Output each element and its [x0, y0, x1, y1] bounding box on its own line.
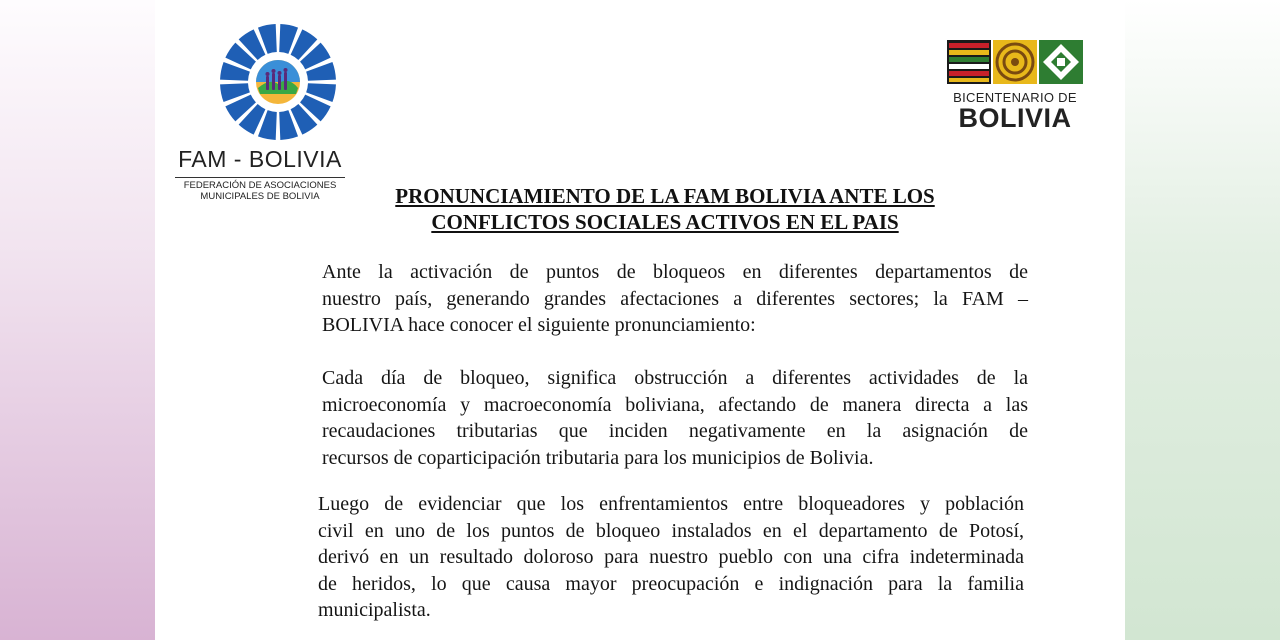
fam-bolivia-logo: [175, 20, 345, 205]
paragraph-economy: [322, 365, 1028, 471]
paragraph-line: BOLIVIA hace conocer el siguiente pronunciamiento:: [322, 314, 756, 336]
document-title: [305, 183, 1025, 235]
paragraph-line: Cada día de bloqueo, significa obstrucción a diferentes actividades de la: [322, 367, 1028, 389]
paragraph-line: Luego de evidenciar que los enfrentamientos entre bloqueadores y población: [318, 493, 1024, 515]
title-line: PRONUNCIAMIENTO DE LA FAM BOLIVIA ANTE LOS: [395, 184, 935, 208]
title-line: CONFLICTOS SOCIALES ACTIVOS EN EL PAIS: [431, 210, 899, 234]
paragraph-line: recaudaciones tributarias que inciden negativamente en la asignación de: [322, 420, 1028, 442]
fam-logo-subtitle-line: FEDERACIÓN DE ASOCIACIONES: [183, 180, 337, 191]
paragraph-line: civil en uno de los puntos de bloqueo instalados en el departamento de Potosí,: [318, 519, 1024, 542]
paragraph-line: municipalista.: [318, 599, 431, 621]
paragraph-line: derivó en un resultado doloroso para nuestro pueblo con una cifra indeterminada: [318, 546, 1024, 568]
paragraph-line: microeconomía y macroeconomía boliviana, afectando de manera directa a las: [322, 393, 1028, 416]
paragraph-potosi: [318, 491, 1024, 624]
fam-logo-name: FAM - BOLIVIA: [178, 146, 342, 172]
fam-logo-subtitle-line: MUNICIPALES DE BOLIVIA: [200, 191, 320, 202]
bicentenario-tiles-icon: [947, 40, 1083, 84]
right-background-panel: [1125, 0, 1280, 640]
paragraph-line: nuestro país, generando grandes afectaciones a diferentes sectores; la FAM –: [322, 287, 1028, 310]
bicentenario-main-text: BOLIVIA: [958, 103, 1072, 133]
paragraph-intro: [322, 259, 1028, 339]
fam-emblem-icon: [213, 20, 343, 145]
left-background-panel: [0, 0, 155, 640]
bicentenario-top-text: BICENTENARIO DE: [953, 90, 1077, 105]
bicentenario-logo: [945, 40, 1095, 133]
document-page: [155, 0, 1125, 640]
paragraph-line: recursos de coparticipación tributaria para los municipios de Bolivia.: [322, 446, 874, 469]
paragraph-line: Ante la activación de puntos de bloqueos en diferentes departamentos de: [322, 261, 1028, 283]
paragraph-line: de heridos, lo que causa mayor preocupación e indignación para la familia: [318, 572, 1024, 595]
